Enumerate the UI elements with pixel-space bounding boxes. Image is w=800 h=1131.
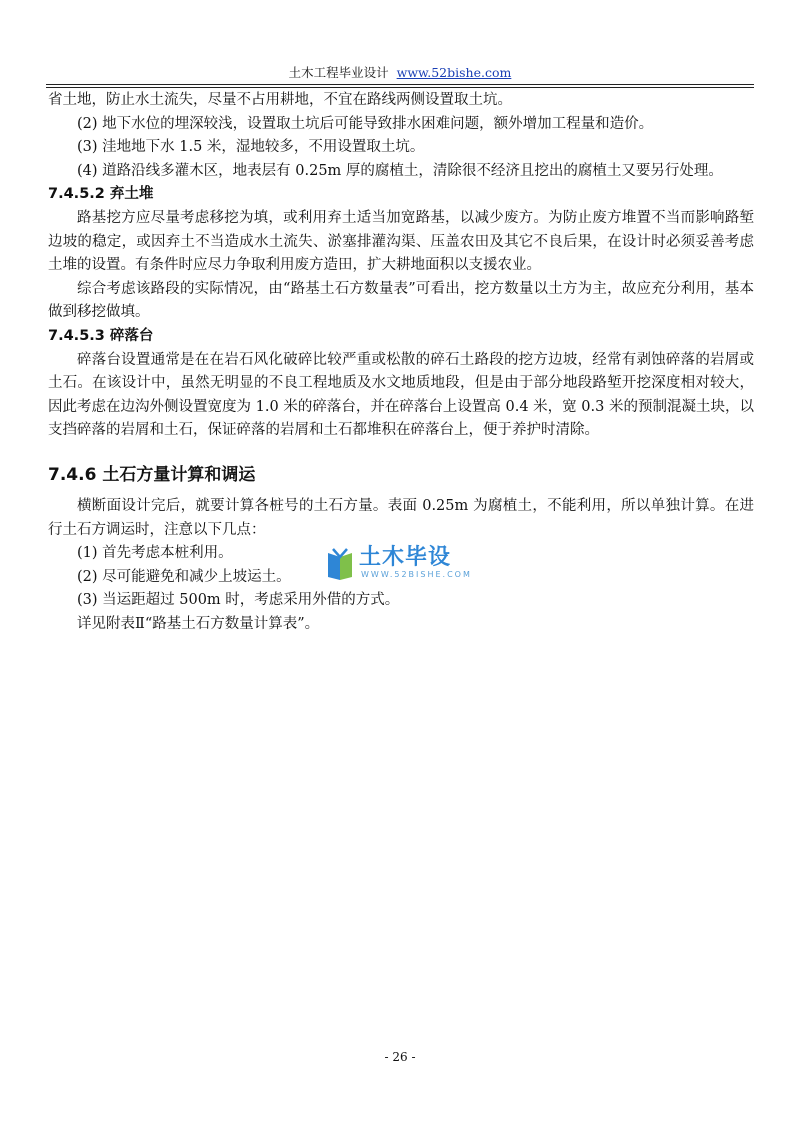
paragraph: 综合考虑该路段的实际情况，由“路基土石方数量表”可看出，挖方数量以土方为主，故应充分利用，基本做到移挖做填。 bbox=[48, 280, 754, 321]
section-heading-7-4-5-2: 7.4.5.2 弃土堆 bbox=[48, 186, 154, 203]
header-url-link[interactable]: www.52bishe.com bbox=[396, 65, 512, 80]
page-header bbox=[46, 64, 754, 82]
logo-text: 土木毕设 bbox=[359, 545, 452, 570]
book-logo-icon bbox=[325, 547, 355, 581]
list-item: (4) 道路沿线多灌木区，地表层有 0.25m 厚的腐植土，清除很不经济且挖出的腐植土又要另行处理。 bbox=[77, 162, 723, 179]
list-item: (3) 当运距超过 500m 时，考虑采用外借的方式。 bbox=[77, 592, 400, 609]
section-heading-7-4-6: 7.4.6 土石方量计算和调运 bbox=[48, 464, 256, 485]
list-item: (3) 洼地地下水 1.5 米，湿地较多，不用设置取土坑。 bbox=[77, 139, 425, 156]
paragraph: 路基挖方应尽量考虑移挖为填，或利用弃土适当加宽路基，以减少废方。为防止废方堆置不当而影响路堑边坡的稳定，或因弃土不当造成水土流失、淤塞排灌沟渠、压盖农田及其它不良后果，在设计时必须妥善考虑土堆的设置。有条件时应尽力争取利用废方造田，扩大耕地面积以支援农业。 bbox=[48, 209, 754, 274]
header-rule bbox=[46, 84, 754, 88]
list-item: (1) 首先考虑本桩利用。 bbox=[77, 545, 233, 562]
header-title: 土木工程毕业设计 bbox=[288, 65, 389, 80]
paragraph: 详见附表Ⅱ“路基土石方数量计算表”。 bbox=[77, 615, 320, 632]
watermark-logo bbox=[325, 545, 485, 585]
page-number: - 26 - bbox=[384, 1050, 416, 1064]
logo-subtext: WWW.52BISHE.COM bbox=[361, 570, 472, 579]
paragraph: 省土地，防止水土流失，尽量不占用耕地，不宜在路线两侧设置取土坑。 bbox=[48, 92, 512, 108]
paragraph: 横断面设计完后，就要计算各桩号的土石方量。表面 0.25m 为腐植土，不能利用，所以单独计算。在进行土石方调运时，注意以下几点： bbox=[48, 497, 754, 538]
list-item: (2) 地下水位的埋深较浅，设置取土坑后可能导致排水困难问题，额外增加工程量和造价。 bbox=[77, 115, 654, 132]
list-item: (2) 尽可能避免和减少上坡运土。 bbox=[77, 568, 291, 585]
section-heading-7-4-5-3: 7.4.5.3 碎落台 bbox=[48, 327, 154, 344]
paragraph: 碎落台设置通常是在在岩石风化破碎比较严重或松散的碎石土路段的挖方边坡，经常有剥蚀碎落的岩屑或土石。在该设计中，虽然无明显的不良工程地质及水文地质地段，但是由于部分地段路堑开挖深度相对较大，因此考虑在边沟外侧设置宽度为 1.0 米的碎落台，并在碎落台上设置高 0.4 米，宽 0.3 米的预制混凝土块，以支挡碎落的岩屑和土石，保证碎落的岩屑和土石都堆积在碎落台上，便于养护时清除。 bbox=[48, 351, 754, 439]
